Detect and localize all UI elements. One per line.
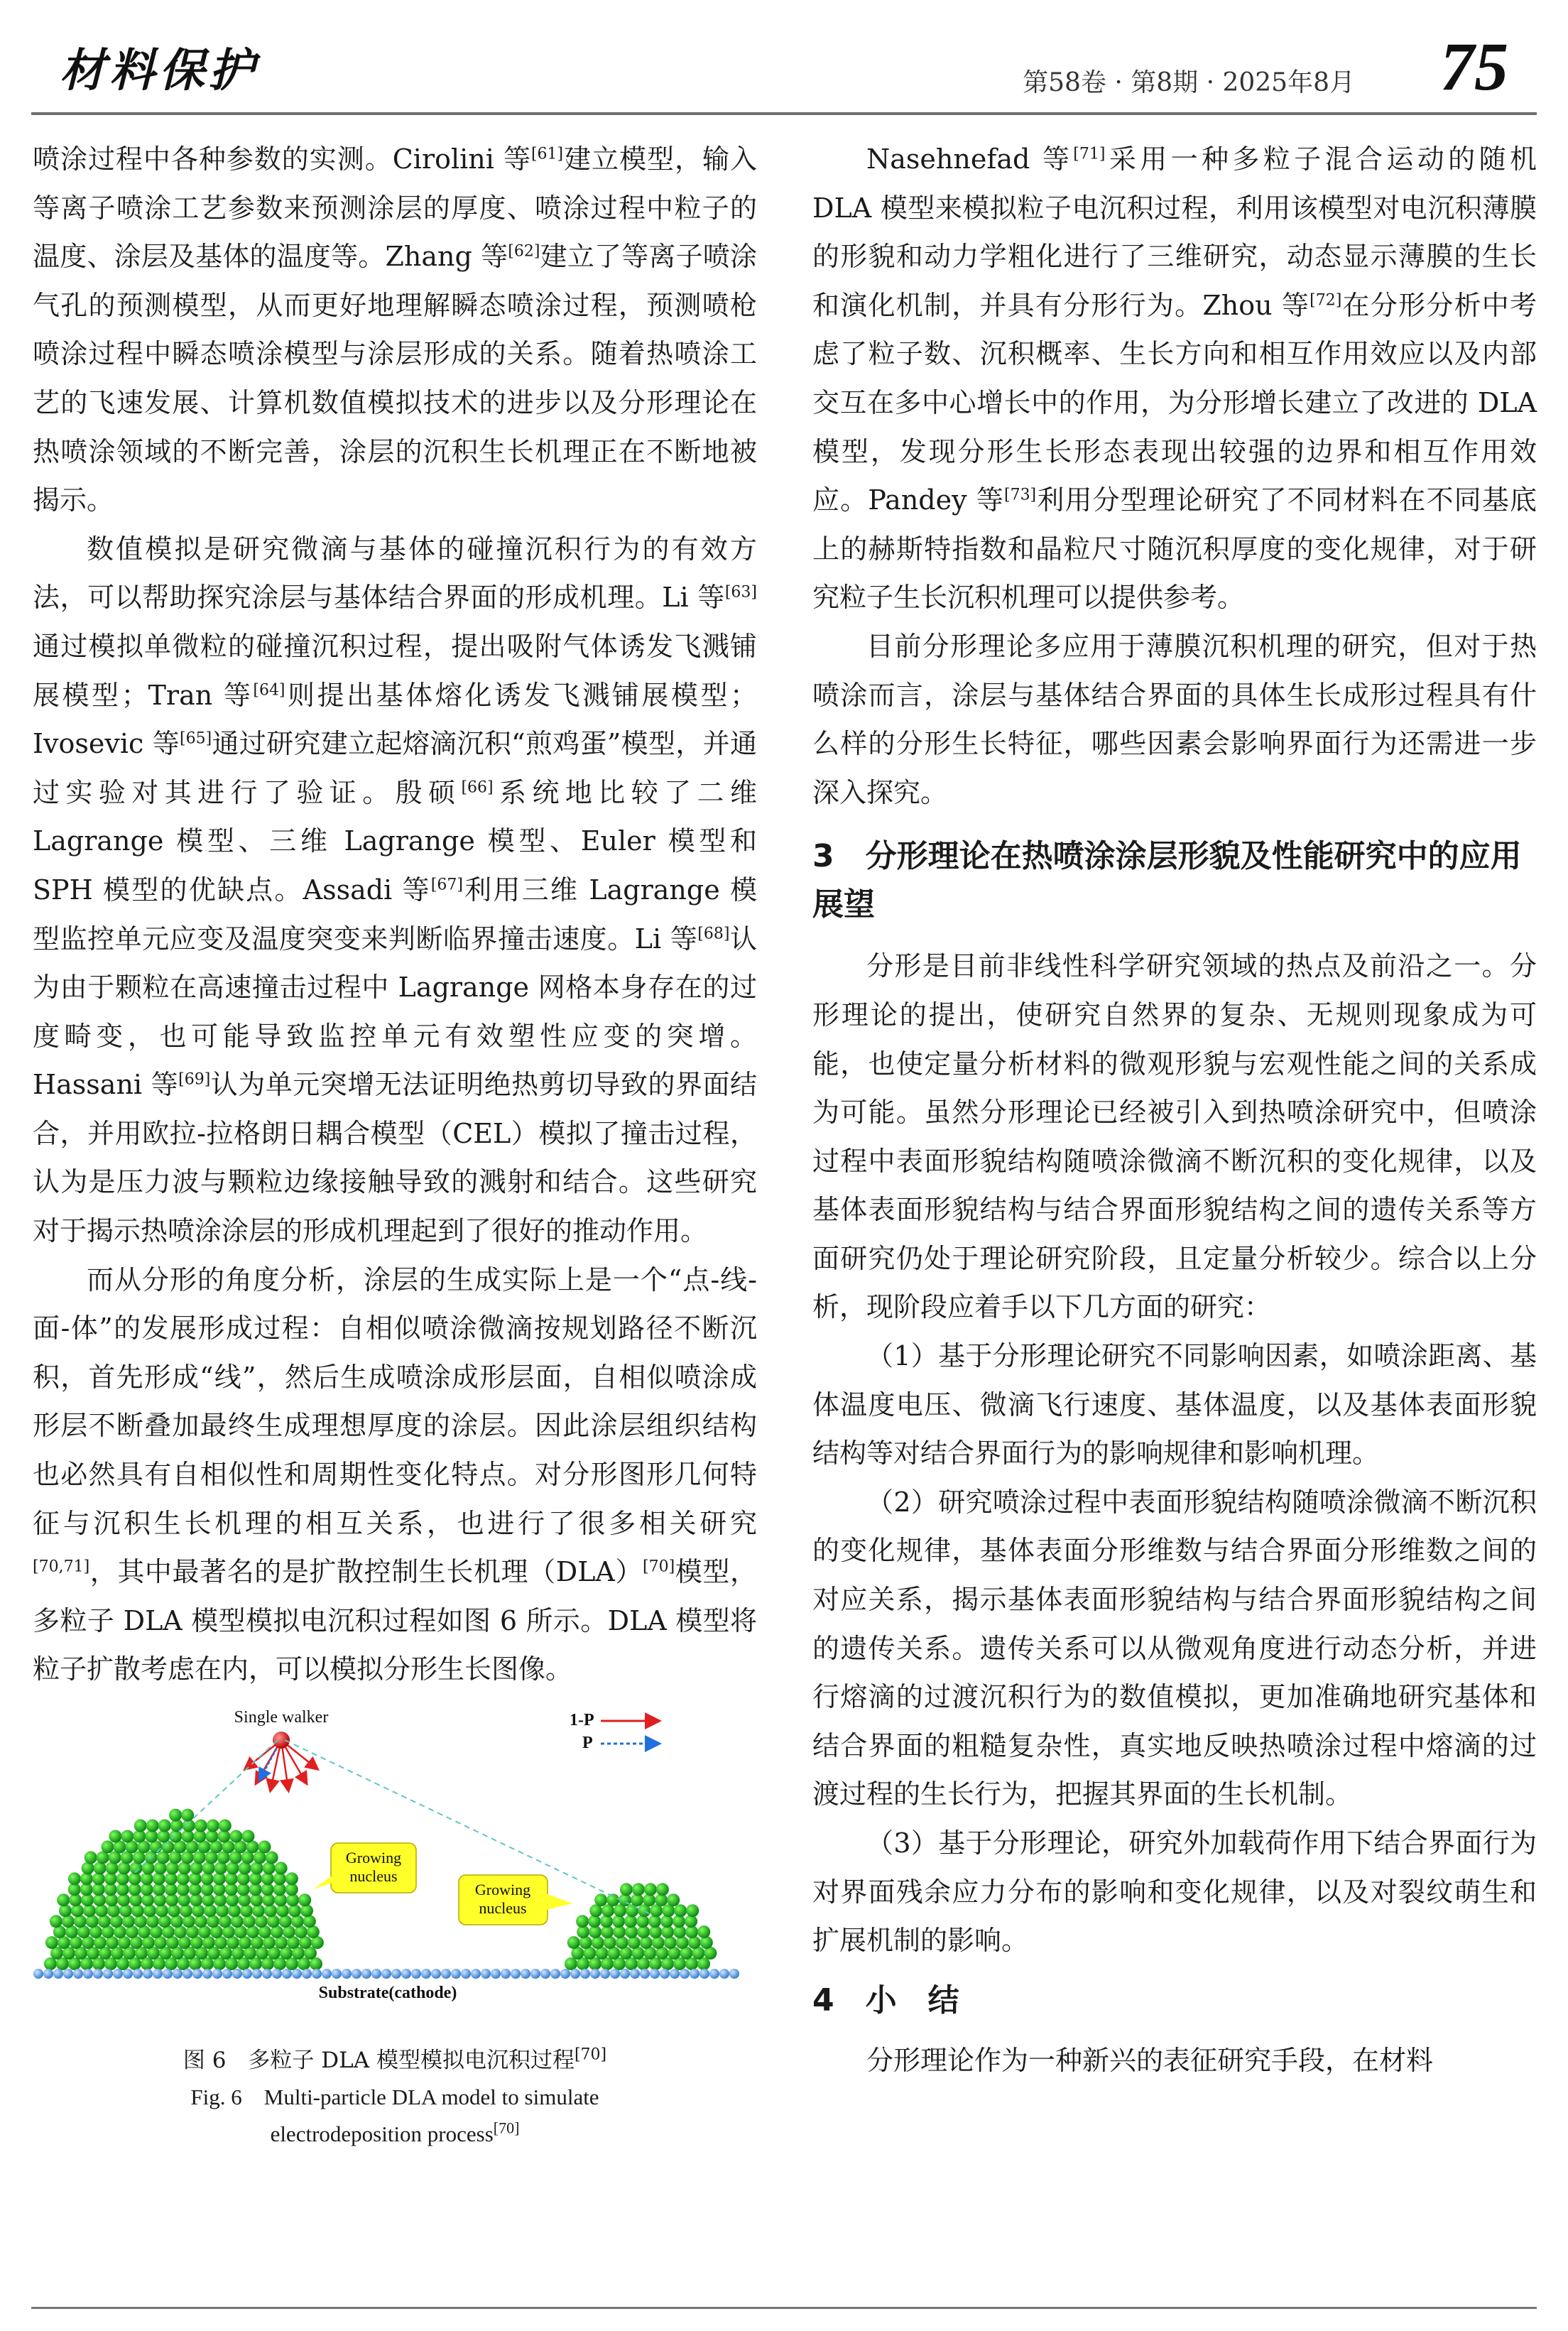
growing-nucleus-callout-1	[313, 1843, 416, 1893]
caption-cn: 图 6 多粒子 DLA 模型模拟电沉积过程[70]	[183, 2045, 607, 2073]
paragraph: 而从分形的角度分析，涂层的生成实际上是一个“点-线-面-体”的发展形成过程：自相似喷涂微滴按规划路径不断沉积，首先形成“线”，然后生成喷涂成形层面，自相似喷涂成形层不断叠加最终生成理想厚度的涂层。因此涂层组织结构也必然具有自相似性和周期性变化特点。对分形图形几何特征与沉积生长机理的相互关系，也进行了很多相关研究[70,71]，其中最著名的是扩散控制生长机理（DLA）[70]模型，多粒子 DLA 模型模拟电沉积过程如图 6 所示。DLA 模型将粒子扩散考虑在内，可以模拟分形生长图像。	[33, 1264, 757, 1685]
paragraph: 分形理论作为一种新兴的表征研究手段，在材料	[866, 2044, 1434, 2076]
header-rule	[31, 112, 1537, 115]
legend-1p-label: 1-P	[570, 1711, 594, 1729]
paragraph: （2）研究喷涂过程中表面形貌结构随喷涂微滴不断沉积的变化规律，基体表面分形维数与结合界面分形维数之间的对应关系，揭示基体表面形貌结构与结合界面形貌结构之间的遗传关系。遗传关系可以从微观角度进行动态分析，并进行熔滴的过渡沉积行为的数值模拟，更加准确地研究基体和结合界面的粗糙复杂性，真实地反映热喷涂过程中熔滴的过渡过程的生长行为，把握其界面的生长机制。	[812, 1486, 1537, 1810]
page-header	[0, 0, 1568, 114]
left-column	[33, 135, 757, 2153]
dla-illustration	[33, 1701, 743, 2042]
paragraph: 喷涂过程中各种参数的实测。Cirolini 等[61]建立模型，输入等离子喷涂工艺参数来预测涂层的厚度、喷涂过程中粒子的温度、涂层及基体的温度等。Zhang 等[62]建立了等离子喷涂气孔的预测模型，从而更好地理解瞬态喷涂过程，预测喷枪喷涂过程中瞬态喷涂模型与涂层形成的关系。随着热喷涂工艺的飞速发展、计算机数值模拟技术的进步以及分形理论在热喷涂领域的不断完善，涂层的沉积生长机理正在不断地被揭示。	[33, 143, 757, 516]
legend	[570, 1711, 658, 1752]
issue-info: 第58卷 · 第8期 · 2025年8月	[1023, 68, 1355, 97]
legend-p-label: P	[582, 1734, 593, 1752]
substrate-label: Substrate(cathode)	[318, 1984, 457, 2002]
paragraph: （3）基于分形理论，研究外加载荷作用下结合界面行为对界面残余应力分布的影响和变化规律，以及对裂纹萌生和扩展机制的影响。	[812, 1827, 1537, 1957]
svg-text:Growing: Growing	[474, 1881, 531, 1898]
section-heading-4: 4 小 结	[812, 1982, 959, 2018]
paragraph: 目前分形理论多应用于薄膜沉积机理的研究，但对于热喷涂而言，涂层与基体结合界面的具体生长成形过程具有什么样的分形生长特征，哪些因素会影响界面行为还需进一步深入探究。	[812, 630, 1537, 808]
page-number: 75	[1440, 28, 1508, 104]
paragraph: 分形是目前非线性科学研究领域的热点及前沿之一。分形理论的提出，使研究自然界的复杂、无规则现象成为可能，也使定量分析材料的微观形貌与宏观性能之间的关系成为可能。虽然分形理论已经被引入到热喷涂研究中，但喷涂过程中表面形貌结构随喷涂微滴不断沉积的变化规律，以及基体表面形貌结构与结合界面形貌结构之间的遗传关系等方面研究仍处于理论研究阶段，且定量分析较少。综合以上分析，现阶段应着手以下几方面的研究：	[812, 950, 1537, 1323]
right-column	[812, 135, 1537, 2085]
svg-text:nucleus: nucleus	[349, 1867, 398, 1885]
caption-en-line1: Fig. 6 Multi-particle DLA model to simulate	[190, 2085, 599, 2109]
paragraph: Nasehnefad 等[71]采用一种多粒子混合运动的随机 DLA 模型来模拟粒子电沉积过程，利用该模型对电沉积薄膜的形貌和动力学粗化进行了三维研究，动态显示薄膜的生长和演化机制，并具有分形行为。Zhou 等[72]在分形分析中考虑了粒子数、沉积概率、生长方向和相互作用效应以及内部交互在多中心增长中的作用，为分形增长建立了改进的 DLA 模型，发现分形生长形态表现出较强的边界和相互作用效应。Pandey 等[73]利用分型理论研究了不同材料在不同基底上的赫斯特指数和晶粒尺寸随沉积厚度的变化规律，对于研究粒子生长沉积机理可以提供参考。	[812, 143, 1537, 614]
svg-text:nucleus: nucleus	[479, 1899, 527, 1917]
section-heading-3: 3 分形理论在热喷涂涂层形貌及性能研究中的应用展望	[812, 838, 1522, 923]
paragraph: 数值模拟是研究微滴与基体的碰撞沉积行为的有效方法，可以帮助探究涂层与基体结合界面的形成机理。Li 等[63]通过模拟单微粒的碰撞沉积过程，提出吸附气体诱发飞溅铺展模型；Tran 等[64]则提出基体熔化诱发飞溅铺展模型；Ivosevic 等[65]通过研究建立起熔滴沉积“煎鸡蛋”模型，并通过实验对其进行了验证。殷硕[66]系统地比较了二维 Lagrange 模型、三维 Lagrange 模型、Euler 模型和 SPH 模型的优缺点。Assadi 等[67]利用三维 Lagrange 模型监控单元应变及温度突变来判断临界撞击速度。Li 等[68]认为由于颗粒在高速撞击过程中 Lagrange 网格本身存在的过度畸变，也可能导致监控单元有效塑性应变的突增。Hassani 等[69]认为单元突增无法证明绝热剪切导致的界面结合，并用欧拉-拉格朗日耦合模型（CEL）模拟了撞击过程，认为是压力波与颗粒边缘接触导致的溅射和结合。这些研究对于揭示热喷涂涂层的形成机理起到了很好的推动作用。	[33, 533, 757, 1247]
figure-6-dla-model	[33, 1701, 743, 2042]
paragraph: （1）基于分形理论研究不同影响因素，如喷涂距离、基体温度电压、微滴飞行速度、基体温度，以及基体表面形貌结构等对结合界面行为的影响规律和影响机理。	[812, 1340, 1537, 1469]
caption-en-line2: electrodeposition process[70]	[270, 2119, 520, 2146]
growing-nucleus-callout-2	[459, 1875, 572, 1925]
single-walker-label: Single walker	[234, 1708, 329, 1727]
journal-logo: 材料保护	[60, 44, 258, 97]
substrate-row	[33, 1969, 739, 1979]
svg-text:Growing: Growing	[345, 1849, 402, 1867]
footer-rule	[31, 2307, 1537, 2309]
figure-caption	[33, 2042, 757, 2153]
